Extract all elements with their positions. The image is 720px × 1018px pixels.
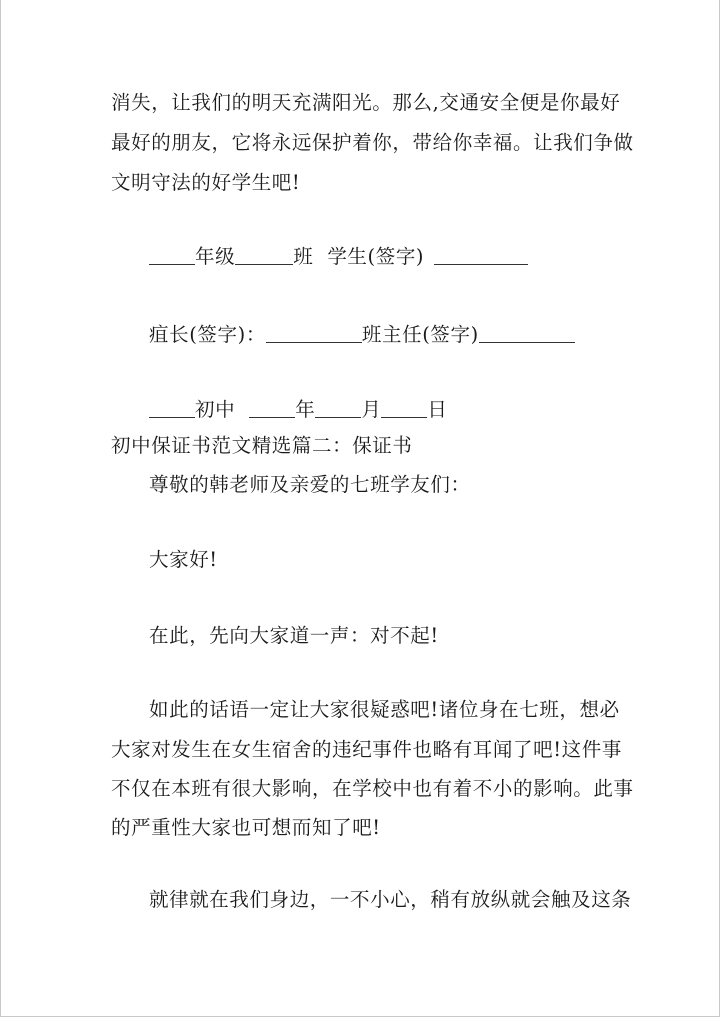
paragraph-2-line-2: 大家对发生在女生宿舍的违纪事件也略有耳闻了吧!这件事 (111, 738, 622, 761)
student-sign-blank (434, 247, 528, 265)
year-blank (249, 400, 295, 418)
paragraph-1-line-3: 文明守法的好学生吧! (111, 171, 301, 194)
paragraph-2-line-1: 如此的话语一定让大家很疑惑吧!诸位身在七班，想必 (149, 698, 620, 721)
day-blank (381, 400, 427, 418)
date-line (149, 397, 448, 423)
month-label: 月 (361, 398, 382, 421)
student-sign-label: 学生(签字) (327, 245, 425, 268)
school-label: 初中 (195, 398, 236, 421)
dorm-head-blank (266, 325, 362, 343)
year-label: 年 (295, 398, 316, 421)
paragraph-1-line-2: 最好的朋友，它将永远保护着你，带给你幸福。让我们争做 (111, 131, 634, 154)
paragraph-2-line-4: 的严重性大家也可想而知了吧! (111, 816, 381, 839)
paragraph-3-line-1: 就律就在我们身边，一不小心，稍有放纵就会触及这条 (149, 888, 632, 911)
day-label: 日 (427, 398, 448, 421)
section-heading: 初中保证书范文精选篇二：保证书 (111, 434, 413, 457)
grade-label: 年级 (195, 245, 236, 268)
dorm-head-label: 疽长(签字)： (149, 323, 266, 346)
head-teacher-label: 班主任(签字) (361, 323, 479, 346)
class-label: 班 (293, 245, 314, 268)
salutation: 尊敬的韩老师及亲爱的七班学友们： (149, 473, 471, 496)
grade-blank (149, 247, 195, 265)
head-teacher-blank (479, 325, 575, 343)
teacher-signature-line (149, 322, 575, 348)
month-blank (315, 400, 361, 418)
student-signature-line (149, 244, 528, 270)
paragraph-1-line-1: 消失，让我们的明天充满阳光。那么,交通安全便是你最好 (111, 91, 621, 114)
class-blank (235, 247, 293, 265)
paragraph-2-line-3: 不仅在本班有很大影响，在学校中也有着不小的影响。此事 (111, 777, 634, 800)
school-blank (149, 400, 195, 418)
greeting: 大家好! (149, 548, 218, 571)
apology: 在此，先向大家道一声：对不起! (149, 624, 439, 647)
